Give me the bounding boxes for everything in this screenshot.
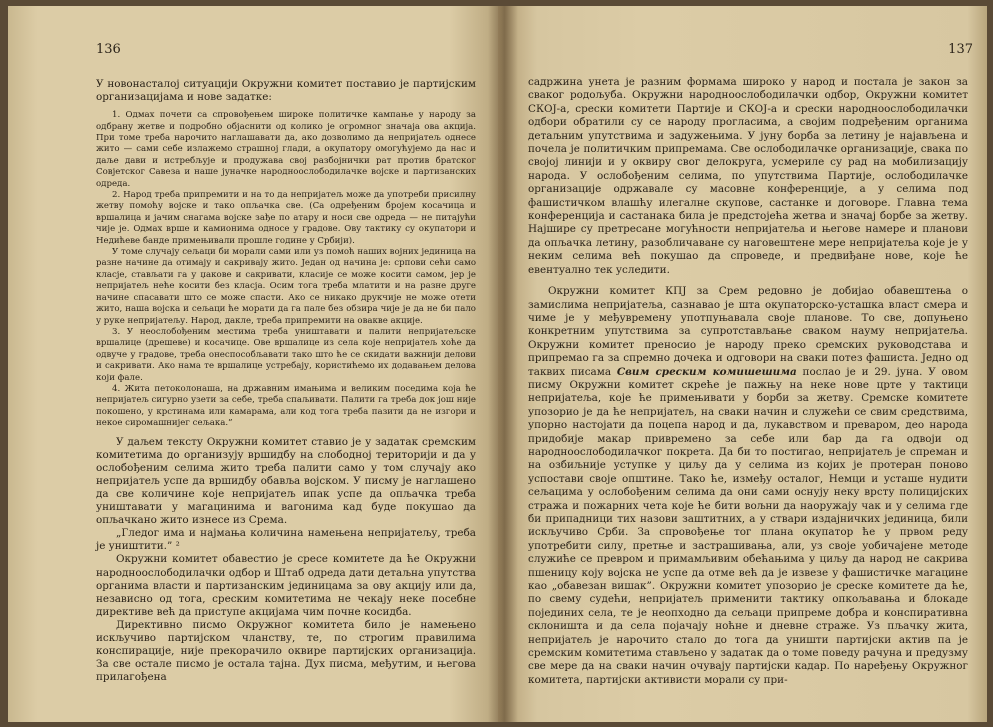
intro-paragraph: У новонасталој ситуацији Окружни комитет поставио је партијским организацијама и нове задатке: [96,78,476,104]
quote-point-1: 1. Одмах почети са спровођењем широке политичке кампање у народу за одбрану жетве и подробно објаснити од колико је огромног значаја ова акција. При томе треба нарочито наглашавати да, ако дозволимо да непријатељ однесе жито — сами себе излажемо страшној глади, а окупатору омогућујемо да нас и даље дави и истребљује и продужава свој разбојнички рат против братског Совјетског Савеза и наше јуначке народноослободилачке војске и партизанских одреда. [96,110,476,189]
right-page-text [528,76,968,687]
quote-paragraph-harvest: У томе случају сељаци би морали сами или уз помоћ наших војних јединица на разне начине да отимају и сакривају жито. Један од начина је: српови сећи само класје, стављати га у џакове и сакривати, класије се може косити самом, јер је непријатељ неће косити без класја. Осим тога треба млатити и на разне друге начине спасавати што се може спасти. Ако се никако друкчије не може отети жито, наша војска и сељаци ће морати да га пале без обзира чије је да не би пало у руке непријатељу. Народ, дакле, треба припремити на овакве акције. [96,247,476,326]
text-run: Окружни комитет КПЈ за Срем редовно је добијао обавештења о замислима непријатеља, сазнавао је шта окупаторско-усташка власт смера и чиме је у међувремену употпуњавала своје планове. То све, допуњено конкретним упутствима за супротстављање сваком науму непријатеља. Окружни комитет преносио је народу преко сремских руководстава и припремао га за спремно дочека и одговори на сваки потез фашиста. Једно од таквих писама [528,285,968,378]
letter-title: Свим среским комишешима [616,365,797,378]
left-page-text [96,78,476,684]
quote-point-4: 4. Жита петоколонаша, на државним имањима и великим поседима која ће непријатељ сигурно узети за себе, треба спаљивати. Палити га треба док још није покошено, у крстинама или камарама, али код тога треба пазити да не изгори и некое сиромашнијег сељака.” [96,383,476,429]
directive-quote [96,110,476,429]
text-run: послао је и 29. јуна. У овом писму Окружни комитет скреће је пажњу на неке нове црте у тактици непријатеља, које ће примењивати у борби за жетву. Сремске комитете упозорио је да ће непријатељ, на сваки начин и служећи се свим средствима, упорно настојати да поцепа народ и да, лукавством и преваром, део народа придобије макар привремено за себе или бар да га одвоји од народноослободилачког покрета. Да би то постигао, непријатељ је спреман и на озбиљније уступке у циљу да у селима из којих је протеран поново успостави своје општине. Тако ће, између осталог, Немци и усташе нудити сељацима у ослобођеним селима да они сами оснују неку врсту полицијских стража и пожарних чета које ће бити вољни да наоружају чак и у селима где би припадници тих назови заштитних, а у ствари издајничких јединица, били искључиво Срби. За спровођење тог плана окупатор ће у првом реду употребити силу, претње и застрашивања, али, уз своје уобичајене методе служиће се превром и примамљивим обећањима у циљу да народ не сакрива пшеницу коју војска не успе да отме већ да је извезе у фашистичке магацине као „обавезан вишак”. Окружни комитет упозорио је среске комитете да ће, по свему судећи, непријатељ применити тактику опкољавања и блокаде појединих села, те је неопходно да сељаци припреме добра и конспиративна склоништа и да села појачају ноћне и дневне страже. Уз пљачку жита, непријатељ је нарочито стало до тога да уништи партијски актив па је сремским комитетима стављено у задатак да о томе поведу рачуна и предузму све мере да на сваки начин очувају партијски кадар. По наређењу Окружног комитета, партијски активисти морали су при- [528,365,968,686]
page-number-left: 136 [96,42,121,57]
body-paragraph: У даљем тексту Окружни комитет ставио је у задатак сремским комитетима до организују вршидбу на слободној територији и да у ослобођеним селима жито треба палити само у том случају ако непријатељ успе да вршидбу обавља војском. У писму је наглашено да све количине које непријатељ ипак успе да опљачка треба уништавати у магацинима и вагонима кад буде покушао да опљачкано жито изнесе из Срема. [96,435,476,527]
left-page [8,6,498,722]
body-paragraph: Директивно писмо Окружног комитета било је намењено искључиво партијском чланству, те, по строгим правилима конспирације, није прекорачило оквире партијских организација. За све остале писмо је остала тајна. Дух писма, међутим, и његова прилагођена [96,618,476,684]
quote-point-3: 3. У неослобођеним местима треба уништавати и палити непријатељске вршалице (дрешеве) и косачице. Ове вршалице из села које непријатељ хоће да одвуче у градове, треба онеспособљавати тако што ће се скидати важнији делови и сакривати. Ако нама те вршалице устребају, користићемо их додавањем делова који фале. [96,326,476,383]
body-paragraph: Окружни комитет обавестио је сресе комитете да ће Окружни народноослободилачки одбор и Штаб одреда дати детаљна упутства органима власти и партизанским јединицама за ову акцију или да, независно од тога, среским комитетима не чекају неке посебне директиве већ да приступе акцијама чим почне косидба. [96,553,476,618]
body-paragraph [528,285,968,687]
book-spread [8,6,987,722]
right-page [498,6,987,722]
quote-point-2: 2. Народ треба припремити и на то да непријатељ може да употреби присилну жетву помоћу војске и тако опљачка све. (Са одређеним бројем косачица и вршалица и јачим снагама војске зађе по атару и носи све одреда — не питајући чије је. Одмах врше и камионима односе у градове. Ову тактику су окупатори и Недићеве банде примењивали прошле године у Србији). [96,190,476,246]
body-paragraph: садржина унета је разним формама широко у народ и постала је закон за сваког родољуба. Окружни народноослободилачки одбор, Окружни комитет СКОЈ-а, срески комитети Партије и СКОЈ-а и срески народноослободилачки одбори обратили су се народу прогласима, а својим подређеним органима детаљним упутствима и задужењима. У јуну борба за летину је најављена и почела је политичким припремама. Све ослободилачке организације, свака по својој линији и у оквиру свог делокруга, усмериле су рад на мобилизацију народа. У ослобођеним селима, по упутствима Партије, ослободилачке организације одржавале су масовне конференције, а у селима под фашистичком влашћу илегалне скупове, састанке и договоре. Главна тема конференција и састанака била је предстојећа жетва и значај борбе за жетву. Најшире су претресане могућности непријатеља и његове намере и планови да опљачка летину, разобличаване су наговештене мере непријатеља које је у неким селима већ покушао да спроведе, и предвиђане нове, које ће евентуално тек уследити. [528,76,968,276]
page-number-right: 137 [948,42,973,57]
quoted-line: „Гледог има и најмања количина намењена непријатељу, треба је уништити.” ² [96,527,476,553]
